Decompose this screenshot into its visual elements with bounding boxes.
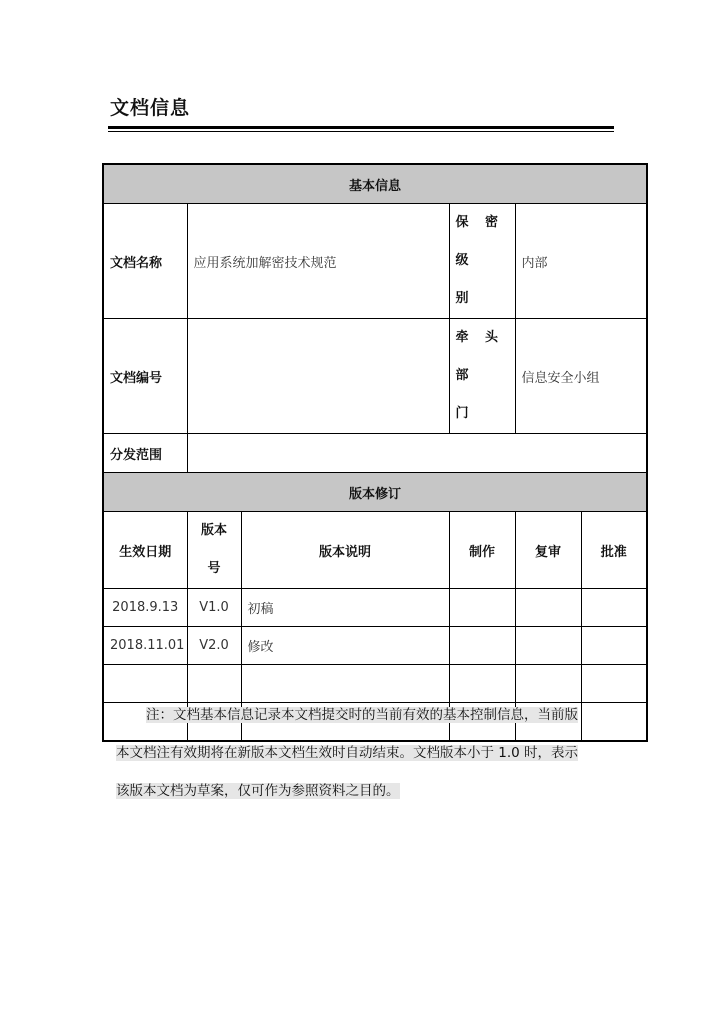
table-row (103, 627, 647, 665)
doc-name-value: 应用系统加解密技术规范 (187, 204, 449, 319)
table-row (103, 589, 647, 627)
note-line-1: 注：文档基本信息记录本文档提交时的当前有效的基本控制信息，当前版 (146, 707, 578, 723)
revision-description: 修改 (241, 627, 449, 665)
revision-author (449, 589, 515, 627)
col-version-header-line1: 版本 (200, 523, 227, 538)
revision-version: V1.0 (187, 589, 241, 627)
title-rule-thin (108, 131, 614, 132)
document-info-table (102, 163, 648, 742)
revision-reviewer (515, 627, 581, 665)
col-version-header-line2: 号 (207, 561, 221, 576)
security-level-label-line1: 保 密 级 (455, 215, 505, 268)
lead-dept-label-line1: 牵 头 部 (455, 330, 505, 383)
distribution-label: 分发范围 (103, 434, 187, 473)
col-author-header: 制作 (449, 512, 515, 589)
col-version-header (187, 512, 241, 589)
lead-dept-value: 信息安全小组 (515, 319, 647, 434)
revision-approver (581, 627, 647, 665)
doc-name-label: 文档名称 (103, 204, 187, 319)
revision-version: V2.0 (187, 627, 241, 665)
revision-approver (581, 589, 647, 627)
basic-info-header: 基本信息 (103, 164, 647, 204)
title-rule-thick (108, 126, 614, 129)
distribution-row (103, 434, 647, 473)
revisions-header: 版本修订 (103, 473, 647, 512)
col-description-header: 版本说明 (241, 512, 449, 589)
revision-description: 初稿 (241, 589, 449, 627)
security-level-label (449, 204, 515, 319)
lead-dept-label (449, 319, 515, 434)
version-note (116, 696, 620, 810)
col-date-header: 生效日期 (103, 512, 187, 589)
basic-info-header-row (103, 164, 647, 204)
col-approver-header: 批准 (581, 512, 647, 589)
lead-dept-label-line2: 门 (455, 406, 475, 421)
note-line-2: 本文档注有效期将在新版本文档生效时自动结束。文档版本小于 1.0 时，表示 (116, 745, 579, 761)
col-reviewer-header: 复审 (515, 512, 581, 589)
page-title: 文档信息 (110, 97, 191, 119)
revision-reviewer (515, 589, 581, 627)
doc-name-row (103, 204, 647, 319)
doc-number-label: 文档编号 (103, 319, 187, 434)
security-level-label-line2: 别 (455, 291, 475, 306)
revision-author (449, 627, 515, 665)
revision-date: 2018.11.01 (103, 627, 187, 665)
doc-number-row (103, 319, 647, 434)
revisions-header-row (103, 473, 647, 512)
revision-date: 2018.9.13 (103, 589, 187, 627)
security-level-value: 内部 (515, 204, 647, 319)
revisions-column-header-row (103, 512, 647, 589)
doc-number-value (187, 319, 449, 434)
note-line-3: 该版本文档为草案，仅可作为参照资料之目的。 (116, 783, 400, 799)
distribution-value (187, 434, 647, 473)
